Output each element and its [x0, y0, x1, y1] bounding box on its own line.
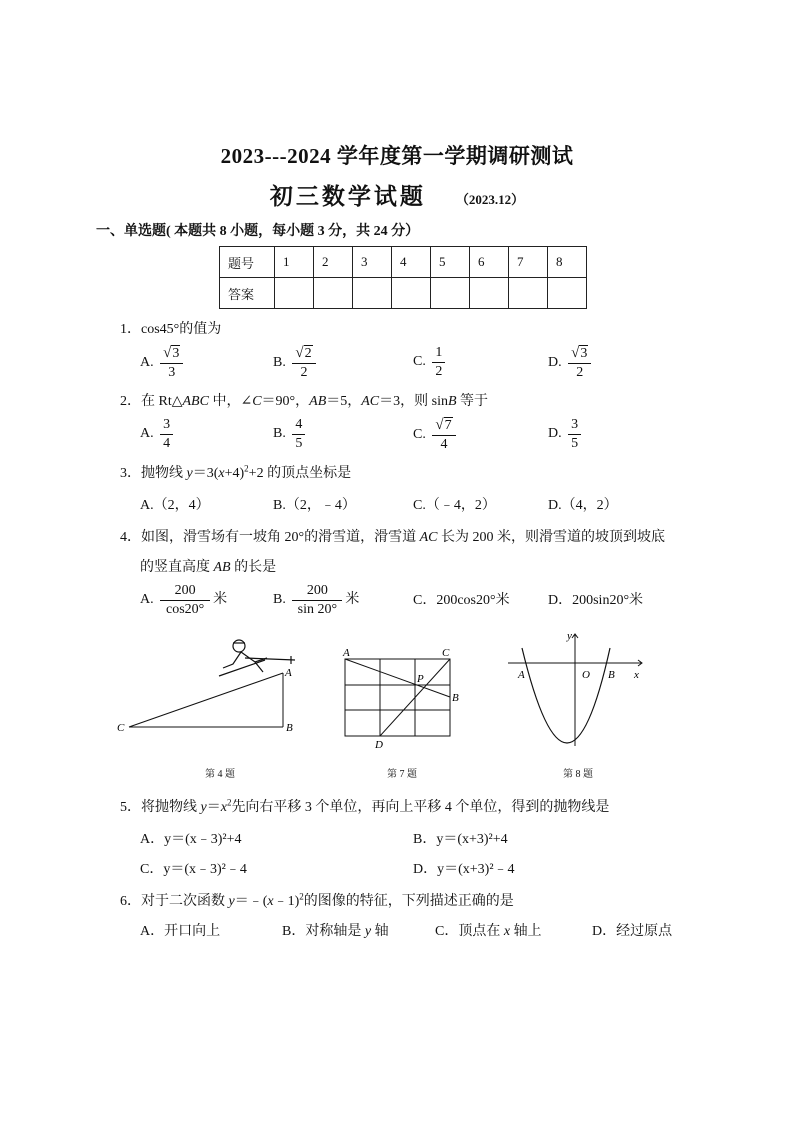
q3-option-c[interactable]: C.（﹣4，2）: [413, 498, 496, 513]
answer-cell[interactable]: [470, 278, 509, 309]
table-cell: 7: [509, 247, 548, 278]
q6-option-b[interactable]: B．对称轴是 y 轴: [282, 924, 389, 939]
fig7-caption: 第 7 题: [387, 769, 417, 780]
fig7-label-p: P: [417, 673, 424, 685]
figure-7-grid: [335, 645, 465, 750]
table-cell: 4: [392, 247, 431, 278]
fig8-label-b: B: [608, 669, 615, 681]
page-title: 2023---2024 学年度第一学期调研测试: [220, 144, 574, 168]
q4-option-a[interactable]: A. $\frac{200}{\cos 20^\circ}$ 米: [140, 583, 228, 617]
answer-cell[interactable]: [392, 278, 431, 309]
fig8-label-y: y: [567, 630, 572, 642]
question-4-stem-line2: 的竖直高度 AB 的长是: [140, 560, 277, 575]
table-cell: 2: [314, 247, 353, 278]
q2-option-b[interactable]: B. $\frac{4}{5}$: [273, 416, 308, 452]
fig4-caption: 第 4 题: [205, 769, 235, 780]
section-heading: 一、单选题( 本题共 8 小题，每小题 3 分，共 24 分）: [96, 224, 420, 239]
question-1-stem: 1．cos45°的值为: [120, 322, 222, 337]
exam-date: （2023.12）: [455, 192, 525, 207]
subtitle-row: [0, 178, 794, 211]
q4-option-b[interactable]: B. $\frac{200}{\sin 20^\circ}$ 米: [273, 583, 360, 617]
q6-option-c[interactable]: C．顶点在 x 轴上: [435, 924, 542, 939]
question-2-stem: 2．在 Rt△ABC 中，∠C＝90°，AB＝5，AC＝3，则 sinB 等于: [120, 394, 489, 409]
table-row: [220, 247, 587, 278]
table-row: [220, 278, 587, 309]
fig7-label-a: A: [343, 647, 350, 659]
fig4-label-c: C: [117, 722, 125, 734]
figure-8-parabola: [500, 628, 650, 753]
figure-4-slope: [115, 630, 315, 745]
q1-option-c[interactable]: C. $\frac{1}{2}$: [413, 344, 448, 380]
table-header-cell: 题号: [220, 247, 275, 278]
fig7-label-c: C: [442, 647, 450, 659]
q3-option-b[interactable]: B.（2，﹣4）: [273, 498, 356, 513]
table-cell: 1: [275, 247, 314, 278]
q2-option-a[interactable]: A. $\frac{3}{4}$: [140, 416, 176, 452]
answer-cell[interactable]: [509, 278, 548, 309]
q4-option-c[interactable]: C．200cos20°米: [413, 593, 510, 608]
q1-option-d[interactable]: D. $\frac{√3}{2}$: [548, 344, 594, 381]
q2-option-c[interactable]: C. $\frac{√7}{4}$: [413, 416, 459, 453]
question-4-stem-line1: 4．如图，滑雪场有一坡角 20°的滑雪道，滑雪道 AC 长为 200 米，则滑雪道的坡顶到坡底: [120, 530, 665, 545]
fig8-label-x: x: [634, 669, 639, 681]
q1-option-b[interactable]: B. $\frac{√2}{2}$: [273, 344, 319, 381]
subtitle: 初三数学试题: [269, 184, 426, 209]
q6-option-a[interactable]: A．开口向上: [140, 924, 221, 939]
answer-cell[interactable]: [431, 278, 470, 309]
fig8-caption: 第 8 题: [563, 769, 593, 780]
q2-option-d[interactable]: D. $\frac{3}{5}$: [548, 416, 584, 452]
question-3-stem: 3．抛物线 $y=3(x+4)^2+2$ 的顶点坐标是: [120, 463, 352, 481]
q5-option-c[interactable]: C．y＝(x﹣3)²﹣4: [140, 862, 247, 877]
fig7-label-d: D: [375, 739, 383, 750]
table-cell: 8: [548, 247, 587, 278]
table-cell: 5: [431, 247, 470, 278]
q5-option-a[interactable]: A．y＝(x﹣3)²+4: [140, 832, 242, 847]
q1-option-a[interactable]: A. $\frac{√3}{3}$: [140, 344, 186, 381]
q5-option-d[interactable]: D．y＝(x+3)²﹣4: [413, 862, 515, 877]
q4-option-d[interactable]: D．200sin20°米: [548, 593, 644, 608]
table-header-cell: 答案: [220, 278, 275, 309]
q6-option-d[interactable]: D．经过原点: [592, 924, 673, 939]
answer-cell[interactable]: [548, 278, 587, 309]
question-6-stem: 6．对于二次函数 y＝﹣(x﹣1)$^2$的图像的特征，下列描述正确的是: [120, 891, 514, 909]
answer-table: [219, 246, 587, 309]
q3-option-d[interactable]: D.（4，2）: [548, 498, 618, 513]
answer-cell[interactable]: [353, 278, 392, 309]
answer-cell[interactable]: [275, 278, 314, 309]
fig8-label-o: O: [582, 669, 590, 681]
table-cell: 3: [353, 247, 392, 278]
q3-option-a[interactable]: A.（2，4）: [140, 498, 210, 513]
fig8-label-a: A: [518, 669, 525, 681]
q5-option-b[interactable]: B．y＝(x+3)²+4: [413, 832, 508, 847]
table-cell: 6: [470, 247, 509, 278]
fig4-label-a: A: [285, 667, 292, 679]
fig7-label-b: B: [452, 692, 459, 704]
answer-cell[interactable]: [314, 278, 353, 309]
skier-icon: [219, 640, 295, 676]
question-5-stem: 5．将抛物线 $y=x^2$先向右平移 3 个单位，再向上平移 4 个单位，得到的抛物线是: [120, 797, 610, 815]
fig4-label-b: B: [286, 722, 293, 734]
